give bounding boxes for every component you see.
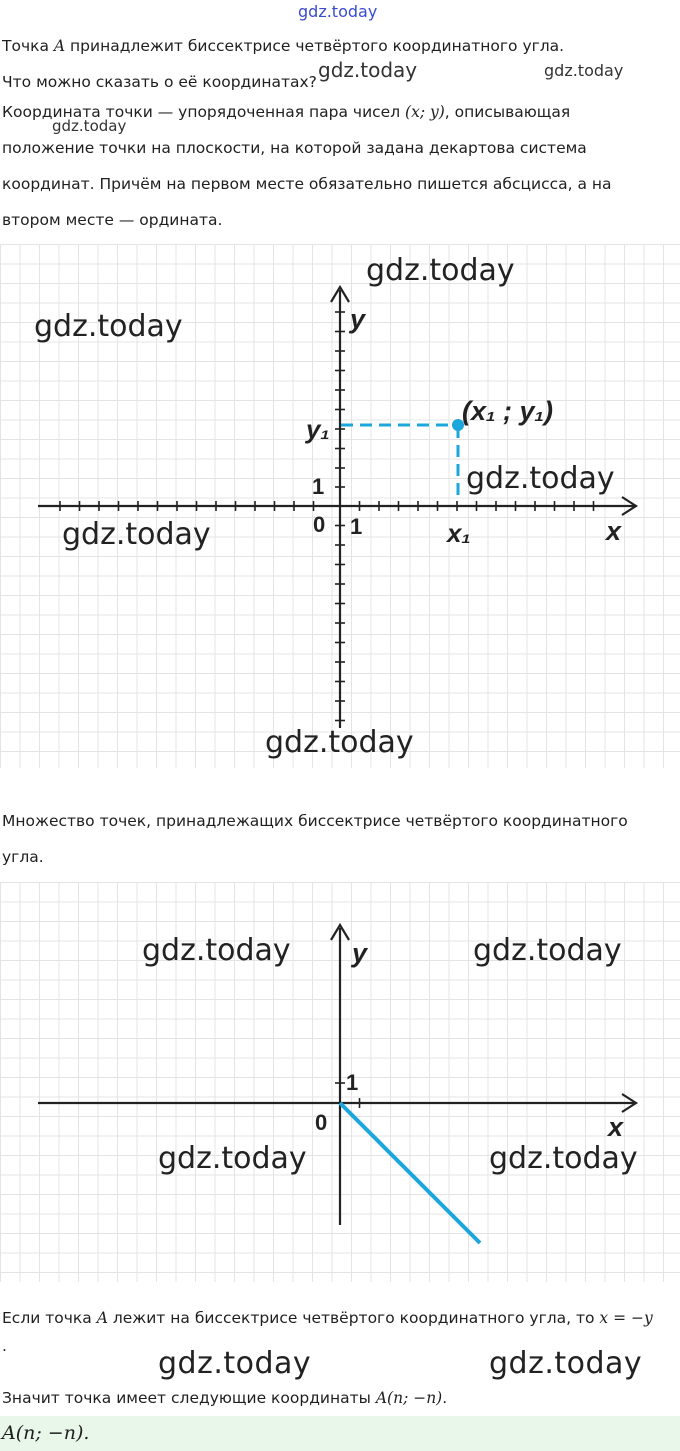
origin-label: 0 — [315, 1110, 328, 1135]
question-line-1: Точка A принадлежит биссектрисе четвёртого координатного угла. — [2, 37, 565, 55]
watermark: gdz.today — [366, 253, 515, 288]
x-axis-label: x — [606, 516, 622, 546]
condition-line: Если точка A лежит на биссектрисе четвёртого координатного угла, то x = −y — [2, 1309, 653, 1327]
question-line-2: Что можно сказать о её координатах? — [2, 73, 317, 91]
watermark: gdz.today — [489, 1346, 643, 1381]
definition-line-1: Координата точки — упорядоченная пара чисел (x; y), описывающая — [2, 103, 571, 121]
point-a-var: A — [53, 37, 66, 55]
answer-text: A(n; −n). — [2, 1422, 90, 1444]
y-unit-label: 1 — [346, 1070, 359, 1095]
conclusion-formula: A(n; −n) — [375, 1389, 443, 1407]
watermark: gdz.today — [544, 61, 624, 80]
watermark: gdz.today — [489, 1141, 638, 1176]
watermark: gdz.today — [158, 1141, 307, 1176]
definition-line-4: втором месте — ордината. — [2, 211, 223, 229]
definition-line-3: координат. Причём на первом месте обязательно пишется абсцисса, а на — [2, 175, 612, 193]
definition-line-2: положение точки на плоскости, на которой задана декартова система — [2, 139, 587, 157]
fourth-quadrant-bisector — [340, 1103, 480, 1243]
y-axis-label: y — [352, 938, 368, 968]
y1-label: y₁ — [306, 414, 330, 444]
watermark: gdz.today — [34, 309, 183, 344]
watermark: gdz.today — [142, 933, 291, 968]
origin-label: 0 — [313, 512, 326, 537]
watermark: gdz.today — [265, 725, 414, 760]
coordinate-figure-1 — [0, 244, 680, 768]
x1-label: x₁ — [447, 518, 471, 548]
pair-formula: (x; y) — [405, 103, 445, 121]
watermark: gdz.today — [158, 1346, 312, 1381]
x-unit-label: 1 — [350, 514, 363, 539]
y-unit-label: 1 — [312, 474, 325, 499]
watermark: gdz.today — [318, 58, 418, 82]
watermark: gdz.today — [473, 933, 622, 968]
point-label: (x₁ ; y₁) — [462, 396, 554, 426]
condition-formula: x = −y — [599, 1309, 653, 1327]
watermark: gdz.today — [298, 2, 378, 21]
coordinate-figure-2 — [0, 882, 680, 1282]
y-axis-label: y — [350, 304, 366, 334]
conclusion-line: Значит точка имеет следующие координаты A(n; −n). — [2, 1389, 448, 1407]
set-description-line-1: Множество точек, принадлежащих биссектрисе четвёртого координатного — [2, 812, 628, 830]
set-description-line-2: угла. — [2, 848, 44, 866]
answer-box — [0, 1416, 680, 1451]
watermark: gdz.today — [62, 517, 211, 552]
x-axis-label: x — [608, 1112, 624, 1142]
watermark: gdz.today — [52, 117, 127, 135]
watermark: gdz.today — [466, 461, 615, 496]
condition-period: . — [2, 1337, 7, 1355]
